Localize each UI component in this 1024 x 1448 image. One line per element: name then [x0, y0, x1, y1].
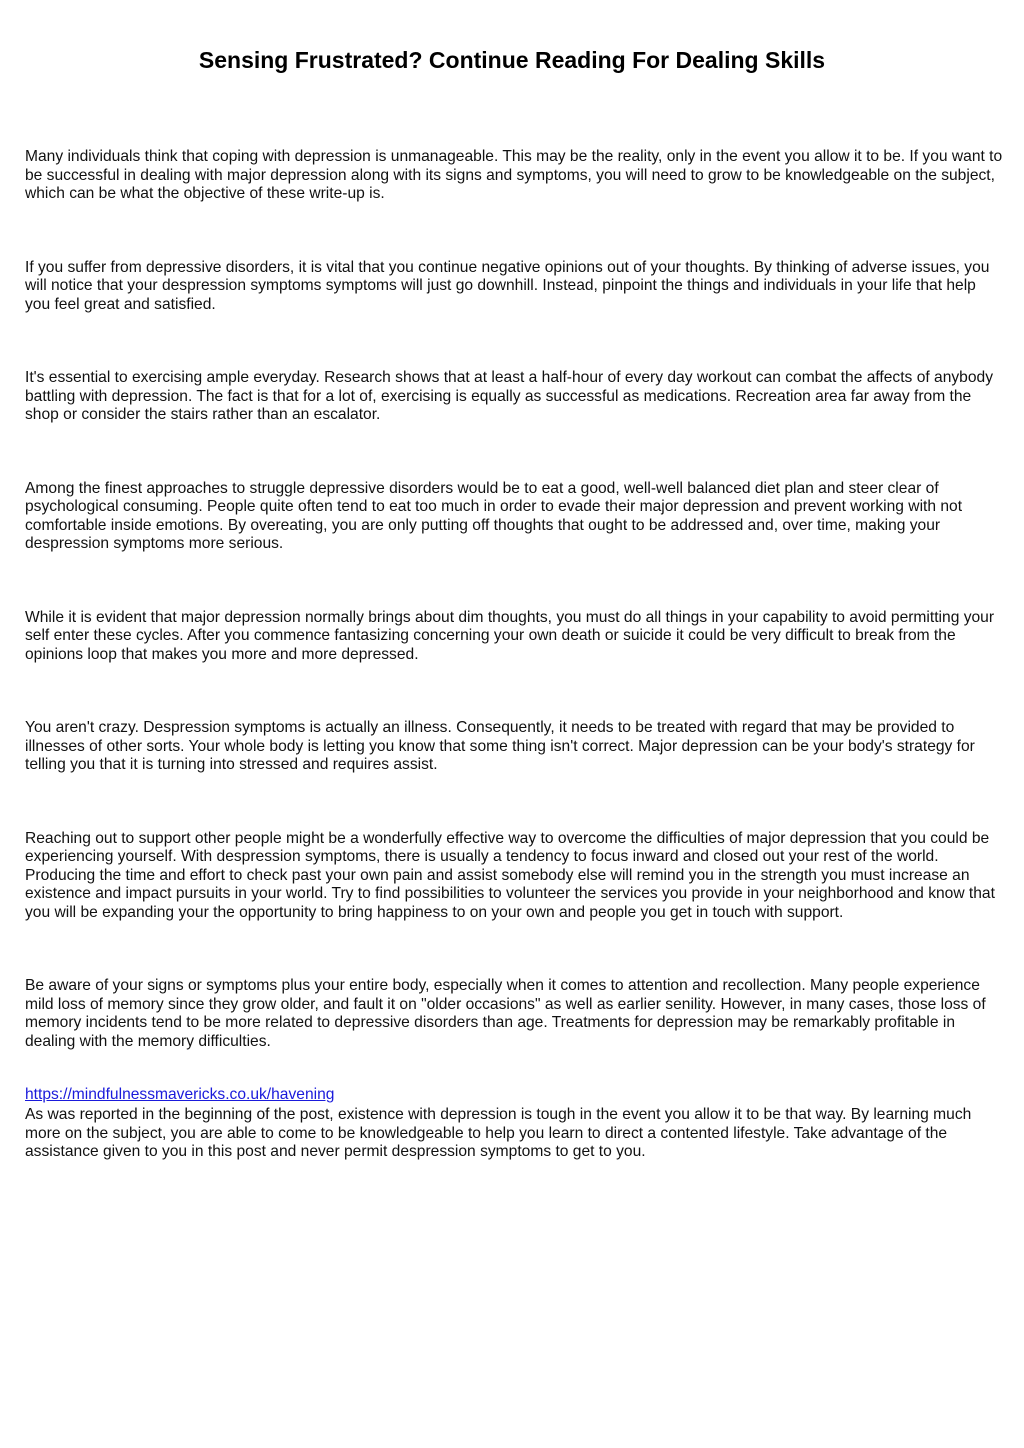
source-link[interactable]: https://mindfulnessmavericks.co.uk/havening: [25, 1086, 335, 1103]
paragraph: Among the finest approaches to struggle depressive disorders would be to eat a good, well-well balanced diet plan and steer clear of psychological consuming. People quite often tend to eat too much in order to evade their major depression and prevent working with not comfortable inside emotions. By overeating, you are only putting off thoughts that ought to be addressed and, over time, making your despression symptoms more serious.: [25, 479, 963, 552]
paragraph: While it is evident that major depression normally brings about dim thoughts, you must do all things in your capability to avoid permitting your self enter these cycles. After you commence fantasizing concerning your own death or suicide it could be very difficult to break from the opinions loop that makes you more and more depressed.: [25, 608, 995, 663]
paragraph: Be aware of your signs or symptoms plus your entire body, especially when it comes to attention and recollection. Many people experience mild loss of memory since they grow older, and fault it on "older occasions" as well as earlier senility. However, in many cases, those loss of memory incidents tend to be more related to depressive disorders than age. Treatments for depression may be remarkably profitable in dealing with the memory difficulties.: [25, 977, 986, 1050]
article-body: [25, 148, 1005, 1217]
paragraph: You aren't crazy. Despression symptoms is actually an illness. Consequently, it needs to be treated with regard that may be provided to illnesses of other sorts. Your whole body is letting you know that some thing isn't correct. Major depression can be your body's strategy for telling you that it is turning into stressed and requires assist.: [25, 719, 975, 773]
footer-link-container: [25, 1086, 334, 1105]
paragraph: If you suffer from depressive disorders, it is vital that you continue negative opinions out of your thoughts. By thinking of adverse issues, you will notice that your despression symptoms symptoms will just go downhill. Instead, pinpoint the things and individuals in your life that help you feel great and satisfied.: [25, 258, 990, 313]
paragraph: Many individuals think that coping with depression is unmanageable. This may be the reality, only in the event you allow it to be. If you want to be successful in dealing with major depression along with its signs and symptoms, you will need to grow to be knowledgeable on the subject, which can be what the objective of these write-up is.: [25, 148, 1003, 202]
page-title: Sensing Frustrated? Continue Reading For Dealing Skills: [198, 47, 826, 73]
paragraph: Reaching out to support other people might be a wonderfully effective way to overcome the difficulties of major depression that you could be experiencing yourself. With despression symptoms, there is usually a tendency to focus inward and closed out your rest of the world. Producing the time and effort to check past your own pain and assist somebody else will remind you in the strength you must increase an existence and impact pursuits in your world. Try to find possibilities to volunteer the services you provide in your neighborhood and know that you will be expanding your the opportunity to bring happiness to on your own and people you get in touch with support.: [25, 829, 995, 921]
paragraph: As was reported in the beginning of the post, existence with depression is tough in the event you allow it to be that way. By learning much more on the subject, you are able to come to be knowledgeable to help you learn to direct a contented lifestyle. Take advantage of the assistance given to you in this post and never permit despression symptoms to get to you.: [25, 1106, 972, 1160]
paragraph: It's essential to exercising ample everyday. Research shows that at least a half-hour of every day workout can combat the affects of anybody battling with depression. The fact is that for a lot of, exercising is equally as successful as medications. Recreation area far away from the shop or consider the stairs rather than an escalator.: [25, 369, 993, 423]
